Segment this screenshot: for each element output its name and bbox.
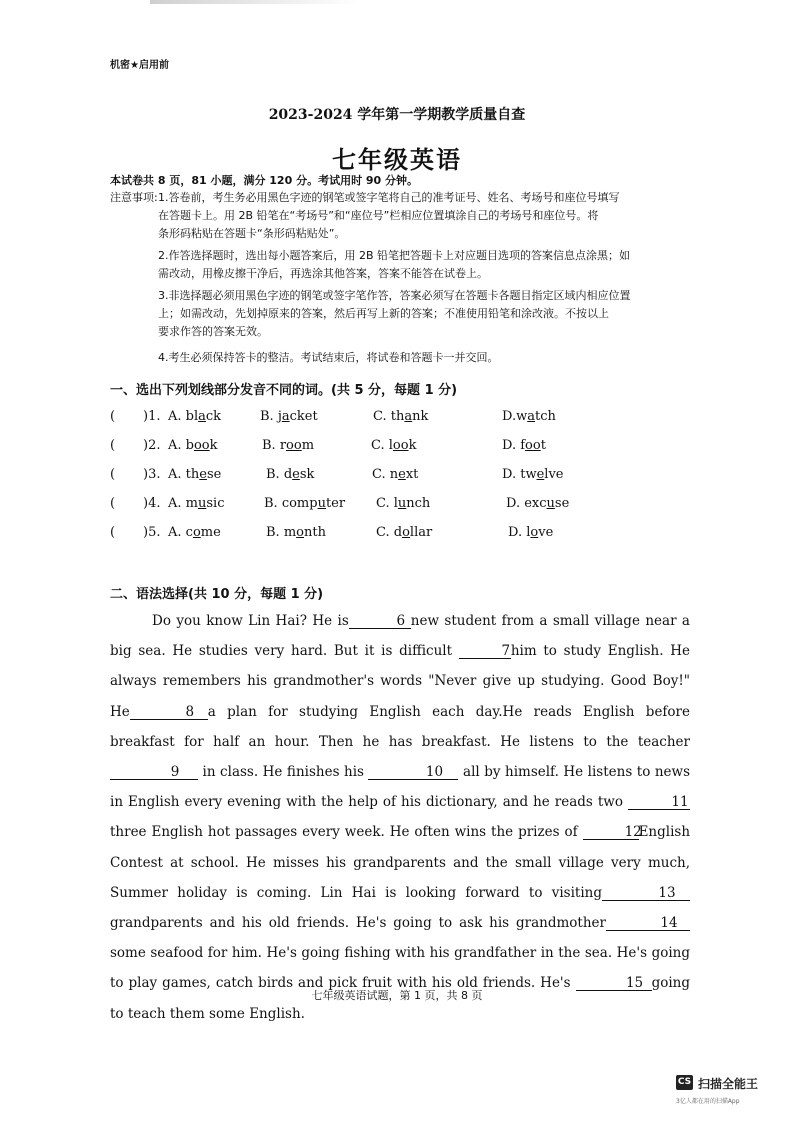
option-text: se bbox=[206, 467, 222, 482]
question-row bbox=[110, 496, 670, 516]
blank-9: 9 bbox=[110, 765, 198, 780]
option-c bbox=[376, 496, 430, 511]
underlined-letters: e bbox=[199, 467, 207, 482]
blank-10: 10 bbox=[368, 765, 458, 780]
underlined-letters: o bbox=[530, 525, 539, 540]
option-c bbox=[372, 467, 418, 482]
option-text: A. b bbox=[168, 438, 194, 453]
question-row bbox=[110, 438, 670, 458]
option-d bbox=[502, 409, 556, 424]
subject-title: 七年级英语 bbox=[332, 145, 462, 174]
option-text: k bbox=[408, 438, 417, 453]
option-text: m bbox=[301, 438, 315, 453]
option-text: llar bbox=[409, 525, 433, 540]
scanner-watermark bbox=[676, 1075, 776, 1109]
underlined-letters: u bbox=[317, 496, 326, 511]
option-text: ck bbox=[205, 409, 222, 424]
option-text: A. c bbox=[168, 525, 193, 540]
option-d bbox=[508, 525, 553, 540]
option-c bbox=[376, 525, 432, 540]
passage-text: English Contest at school. He misses his grandparents and the small village very much, Summer holiday is coming. Lin Hai is looking forward to visiting bbox=[110, 824, 691, 901]
passage-text: a plan for studying English each day.He reads English before breakfast for half an hour. Then he has breakfast. He listens to the teacher bbox=[110, 703, 690, 750]
underlined-letters: u bbox=[197, 496, 207, 511]
option-b bbox=[266, 525, 326, 540]
option-text: A. bl bbox=[168, 409, 199, 424]
option-a bbox=[168, 496, 224, 511]
underlined-letters: oo bbox=[525, 438, 541, 453]
option-text: A. m bbox=[168, 496, 198, 511]
option-d bbox=[502, 467, 563, 482]
option-text: cket bbox=[289, 409, 318, 424]
passage-text: in class. He finishes his bbox=[202, 764, 364, 781]
option-d bbox=[506, 496, 569, 511]
option-c bbox=[371, 438, 416, 453]
passage-text: grandparents and his old friends. He's going to ask his grandmother bbox=[110, 915, 606, 932]
option-text: A. th bbox=[168, 467, 200, 482]
option-a bbox=[168, 467, 221, 482]
option-text: C. n bbox=[372, 467, 399, 482]
underlined-letters: u bbox=[546, 496, 555, 511]
note-item-3: 3.非选择题必须用黑色字迹的钢笔或签字笔作答，答案必须写在答题卡各题目指定区域内相应位置 上；如需改动，先划掉原来的答案，然后再写上新的答案；不准使用铅笔和涂改液。不按以上 要求作答的答案无效。 bbox=[158, 289, 631, 338]
blank-11: 11 bbox=[628, 795, 690, 810]
option-text: D. l bbox=[508, 525, 531, 540]
option-b bbox=[260, 409, 318, 424]
option-text: D.w bbox=[502, 409, 528, 424]
question-number: )5. bbox=[143, 525, 161, 540]
passage-text: all by himself. He listens to news in English every evening with the help of his dictionary, and he reads two bbox=[110, 764, 691, 811]
answer-paren: ( bbox=[110, 496, 116, 511]
section1-heading: 一、选出下列划线部分发音不同的词。(共 5 分，每题 1 分) bbox=[110, 383, 458, 398]
option-text: se bbox=[554, 496, 570, 511]
passage-text: Do you know Lin Hai? He is bbox=[152, 613, 349, 629]
exam-info: 本试卷共 8 页，81 小题，满分 120 分。考试用时 90 分钟。 bbox=[110, 174, 419, 187]
option-text: D. f bbox=[502, 438, 526, 453]
option-text: C. l bbox=[371, 438, 393, 453]
underlined-letters: o bbox=[402, 525, 410, 540]
underlined-letters: o bbox=[192, 525, 201, 540]
question-number: )1. bbox=[143, 409, 161, 424]
underlined-letters: oo bbox=[286, 438, 302, 453]
option-text: C. d bbox=[376, 525, 403, 540]
question-number: )2. bbox=[143, 438, 161, 453]
option-b bbox=[262, 438, 314, 453]
blank-6: 6 bbox=[349, 614, 411, 629]
option-text: sic bbox=[206, 496, 225, 511]
grammar-passage bbox=[110, 606, 690, 1029]
watermark-subtitle: 3亿人都在用的扫描App bbox=[676, 1098, 740, 1105]
underlined-letters: e bbox=[398, 467, 406, 482]
option-text: t bbox=[540, 438, 546, 453]
option-text: D. tw bbox=[502, 467, 537, 482]
section2-heading: 二、语法选择(共 10 分，每题 1 分) bbox=[110, 587, 324, 602]
option-text: me bbox=[200, 525, 221, 540]
page-footer: 七年级英语试题，第 1 页，共 8 页 bbox=[311, 989, 483, 1002]
option-text: nch bbox=[406, 496, 431, 511]
underlined-letters: a bbox=[527, 409, 535, 424]
underlined-letters: a bbox=[198, 409, 206, 424]
underlined-letters: oo bbox=[193, 438, 210, 453]
confidential-label: 机密★启用前 bbox=[110, 60, 169, 71]
note-item-2: 2.作答选择题时，选出每小题答案后，用 2B 铅笔把答题卡上对应题目选项的答案信息点涂黑；如 需改动，用橡皮擦干净后，再选涂其他答案，答案不能答在试卷上。 bbox=[158, 249, 631, 280]
option-text: sk bbox=[299, 467, 315, 482]
passage-text: going to teach them some English. bbox=[110, 975, 690, 1022]
question-row bbox=[110, 467, 670, 487]
option-c bbox=[373, 409, 428, 424]
option-b bbox=[264, 496, 345, 511]
blank-14: 14 bbox=[606, 916, 690, 931]
option-a bbox=[168, 525, 221, 540]
option-text: B. d bbox=[266, 467, 293, 482]
option-text: B. j bbox=[260, 409, 282, 424]
underlined-letters: oo bbox=[392, 438, 409, 453]
passage-text: him to study English. He always remembers his grandmother's words "Never give up studying. Good Boy!" He bbox=[110, 643, 691, 720]
underlined-letters: a bbox=[281, 409, 290, 424]
option-text: ve bbox=[538, 525, 554, 540]
option-text: tch bbox=[535, 409, 556, 424]
option-text: nk bbox=[412, 409, 429, 424]
option-a bbox=[168, 438, 218, 453]
blank-8: 8 bbox=[130, 705, 208, 720]
option-text: xt bbox=[405, 467, 419, 482]
option-d bbox=[502, 438, 546, 453]
option-text: D. exc bbox=[506, 496, 547, 511]
answer-paren: ( bbox=[110, 525, 116, 540]
option-text: B. comp bbox=[264, 496, 318, 511]
note-item-1: 1.答卷前，考生务必用黑色字迹的钢笔或签字笔将自己的准考证号、姓名、考场号和座位号填写 在答题卡上。用 2B 铅笔在“考场号”和“座位号”栏相应位置填涂自己的考场号和座位号。将 条形码粘贴在答题卡“条形码粘贴处”。 bbox=[158, 191, 620, 240]
blank-12: 12 bbox=[583, 825, 639, 840]
answer-paren: ( bbox=[110, 467, 116, 482]
question-row bbox=[110, 409, 670, 429]
blank-15: 15 bbox=[576, 976, 652, 991]
notes-heading: 注意事项: bbox=[110, 191, 158, 204]
option-a bbox=[168, 409, 221, 424]
passage-text: three English hot passages every week. He often wins the prizes of bbox=[110, 824, 578, 841]
option-text: ter bbox=[325, 496, 346, 511]
scan-smudge bbox=[150, 0, 360, 4]
option-text: lve bbox=[544, 467, 564, 482]
option-text: nth bbox=[303, 525, 326, 540]
answer-paren: ( bbox=[110, 409, 116, 424]
underlined-letters: u bbox=[397, 496, 407, 511]
question-row bbox=[110, 525, 670, 545]
underlined-letters: e bbox=[536, 467, 545, 482]
option-text: B. m bbox=[266, 525, 297, 540]
underlined-letters: e bbox=[292, 467, 300, 482]
option-b bbox=[266, 467, 314, 482]
underlined-letters: a bbox=[404, 409, 413, 424]
blank-7: 7 bbox=[459, 644, 511, 659]
question-number: )3. bbox=[143, 467, 161, 482]
passage-text: some seafood for him. He's going fishing with his grandfather in the sea. He's going to play games, catch birds and pick fruit with his old friends. He's bbox=[110, 945, 690, 992]
blank-13: 13 bbox=[602, 886, 690, 901]
answer-paren: ( bbox=[110, 438, 116, 453]
underlined-letters: o bbox=[296, 525, 304, 540]
passage-text: new student from a small village near a big sea. He studies very hard. But it is difficult bbox=[110, 613, 690, 660]
option-text: C. th bbox=[373, 409, 405, 424]
option-text: C. l bbox=[376, 496, 398, 511]
note-item-4: 4.考生必须保持答卡的整洁。考试结束后，将试卷和答题卡一并交回。 bbox=[158, 351, 499, 364]
question-number: )4. bbox=[143, 496, 161, 511]
option-text: B. r bbox=[262, 438, 287, 453]
watermark-name: 扫描全能王 bbox=[698, 1077, 759, 1091]
exam-title: 2023-2024 学年第一学期教学质量自查 bbox=[268, 107, 526, 123]
camscanner-logo-icon: CS bbox=[676, 1075, 693, 1090]
option-text: k bbox=[209, 438, 218, 453]
